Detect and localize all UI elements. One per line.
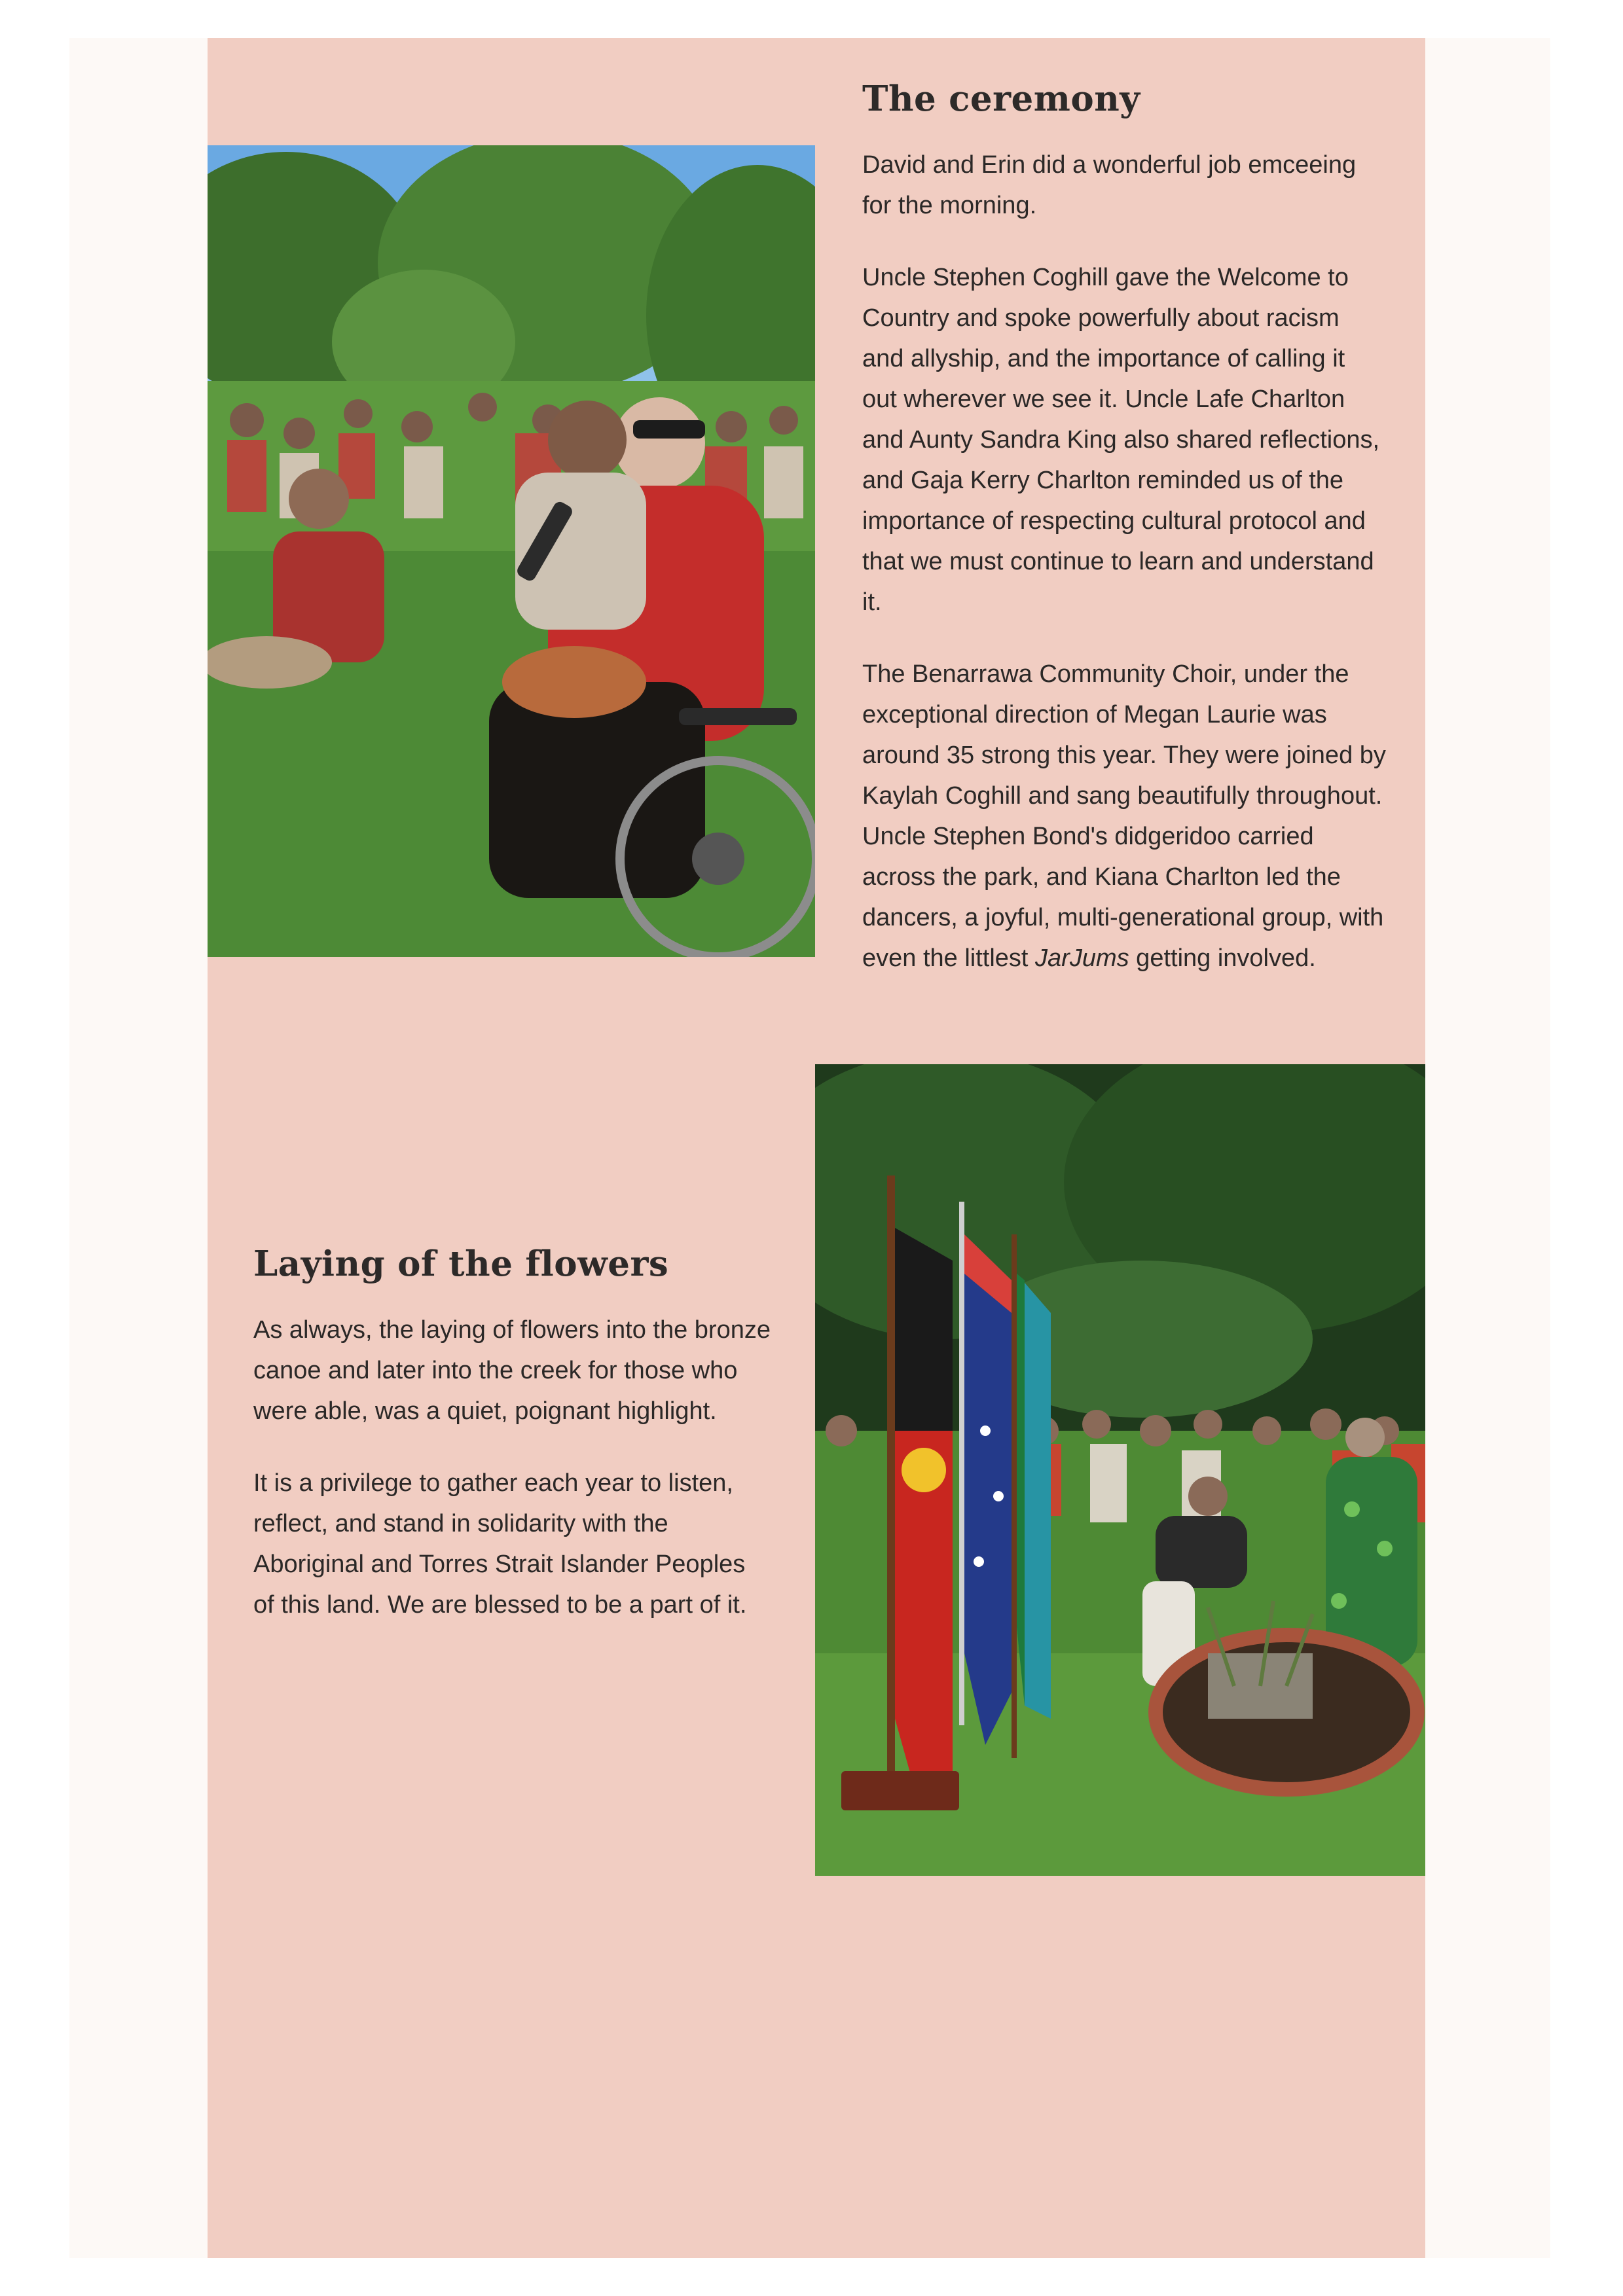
ceremony-photo — [208, 145, 815, 957]
ceremony-paragraph-1: David and Erin did a wonderful job emceeing for the morning. — [862, 151, 1357, 219]
flowers-heading: Laying of the flowers — [253, 1244, 669, 1284]
ceremony-paragraph-2: Uncle Stephen Coghill gave the Welcome to Country and spoke powerfully about racism and allyship, and the importance of calling it out wherever we see it. Uncle Lafe Charlton and Aunty Sandra King also shared reflections, and Gaja Kerry Charlton reminded us of the importance of respecting cultural protocol and that we must continue to learn and understand it. — [862, 264, 1380, 616]
ceremony-paragraph-3-start: The Benarrawa Community Choir, under the exceptional direction of Megan Laurie was around 35 strong this year. They were joined by Kaylah Coghill and sang beautifully throughout. Uncle Stephen Bond's didgeridoo carried across the park, and Kiana Charlton led the dancers, a joyful, multi-generational group, with even the littlest — [862, 660, 1386, 972]
flowers-photo — [815, 1064, 1425, 1876]
flowers-body — [253, 1310, 771, 1657]
jarjums-italic: JarJums — [1035, 944, 1129, 972]
ceremony-heading: The ceremony — [862, 79, 1140, 119]
flowers-paragraph-1: As always, the laying of flowers into the bronze canoe and later into the creek for those who were able, was a quiet, poignant highlight. — [253, 1316, 771, 1425]
ceremony-body — [862, 145, 1386, 1010]
ceremony-paragraph-3-end: getting involved. — [1129, 944, 1316, 972]
ceremony-paragraph-3 — [862, 654, 1386, 978]
flowers-paragraph-2: It is a privilege to gather each year to listen, reflect, and stand in solidarity with the Aboriginal and Torres Strait Islander Peoples of this land. We are blessed to be a part of it. — [253, 1469, 747, 1619]
